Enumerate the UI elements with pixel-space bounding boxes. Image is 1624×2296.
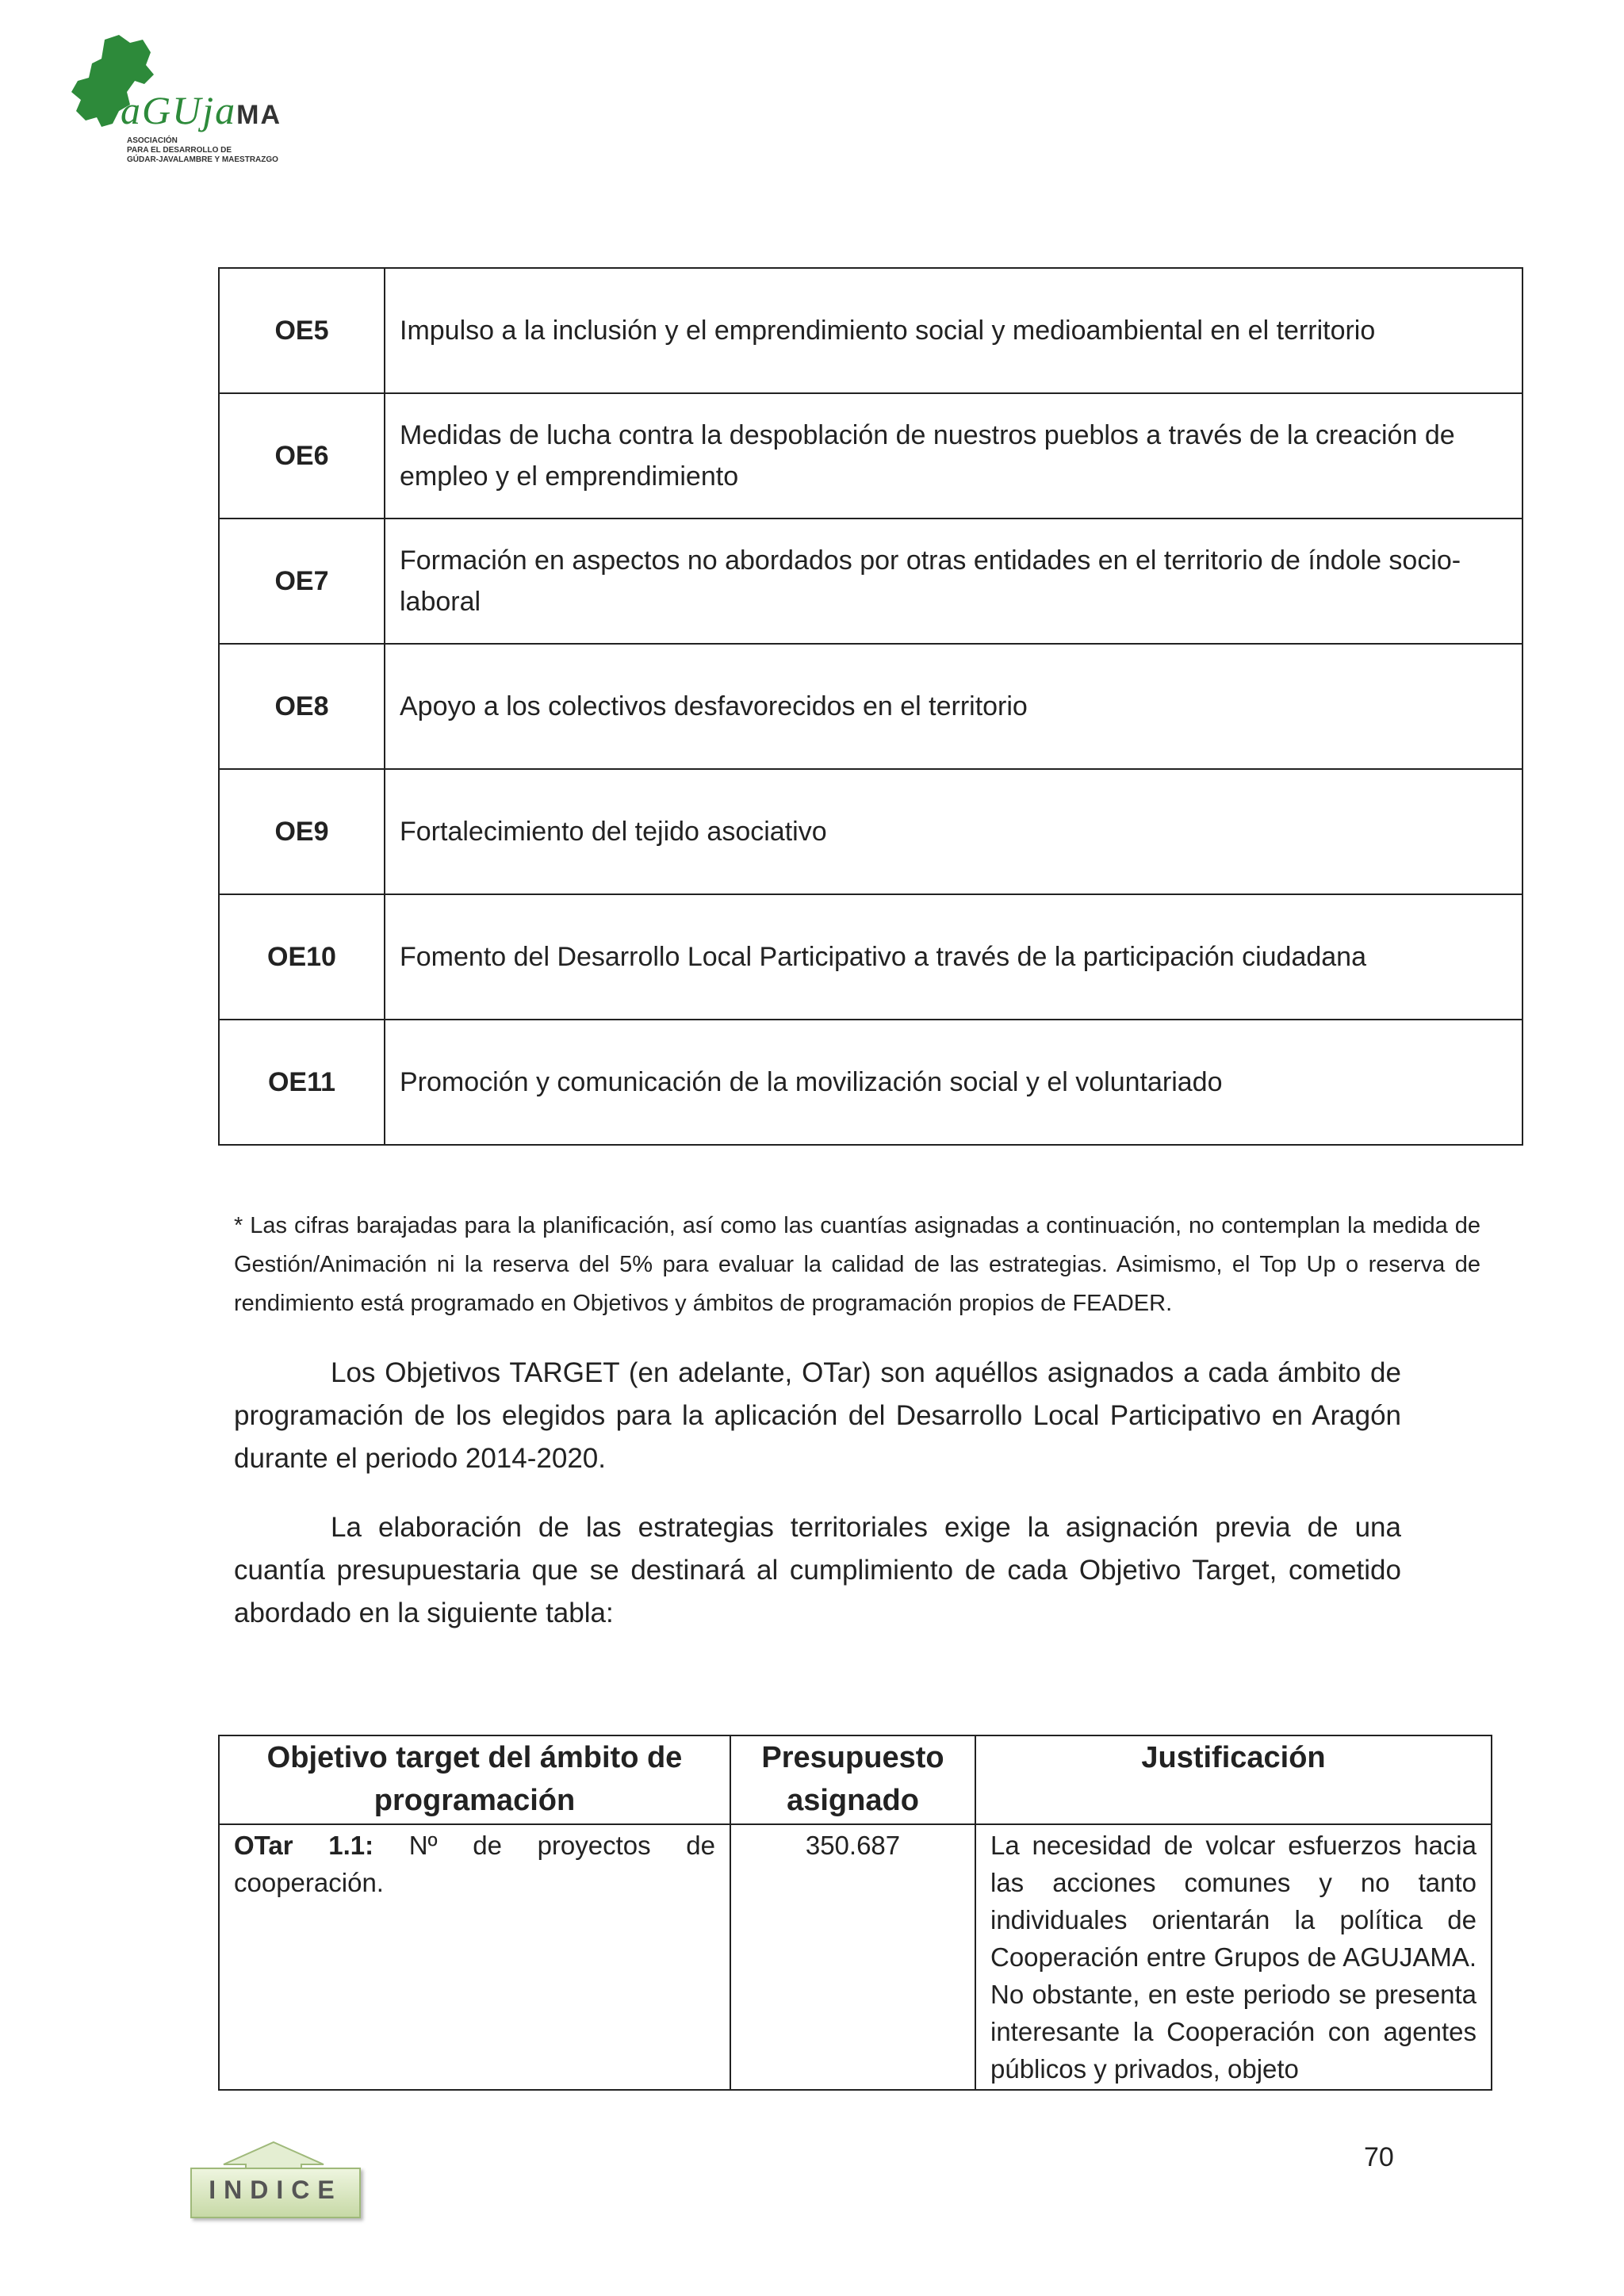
objective-code: OE7 [219, 519, 385, 644]
objective-cell [219, 1824, 730, 2090]
objective-description: Formación en aspectos no abordados por otras entidades en el territorio de índole socio-laboral [385, 519, 1522, 644]
table-row [219, 894, 1522, 1020]
target-budget-table [218, 1735, 1492, 2091]
objective-description: Medidas de lucha contra la despoblación de nuestros pueblos a través de la creación de empleo y el emprendimiento [385, 393, 1522, 519]
objective-description: Fortalecimiento del tejido asociativo [385, 769, 1522, 894]
objective-code: OE6 [219, 393, 385, 519]
indice-button[interactable] [190, 2141, 361, 2218]
objective-description: Promoción y comunicación de la movilización social y el voluntariado [385, 1020, 1522, 1145]
table-row [219, 1824, 1492, 2090]
table-row [219, 769, 1522, 894]
objective-code: OE10 [219, 894, 385, 1020]
objective-description: Apoyo a los colectivos desfavorecidos en el territorio [385, 644, 1522, 769]
budget-allocation-paragraph: La elaboración de las estrategias territoriales exige la asignación previa de una cuantía presupuestaria que se destinará al cumplimiento de cada Objetivo Target, cometido abordado en la siguiente tabla: [234, 1512, 1401, 1628]
table-row [219, 393, 1522, 519]
indice-label: INDICE [209, 2175, 343, 2204]
otar-definition-paragraph: Los Objetivos TARGET (en adelante, OTar) son aquéllos asignados a cada ámbito de programación de los elegidos para la aplicación del Desarrollo Local Participativo en Aragón durante el periodo 2014-2020. [234, 1357, 1401, 1474]
agujama-logo [57, 32, 295, 174]
header-budget: Presupuesto asignado [730, 1735, 975, 1824]
justification-cell: La necesidad de volcar esfuerzos hacia las acciones comunes y no tanto individuales orientarán la política de Cooperación entre Grupos de AGUJAMA. No obstante, en este periodo se presenta interesante la Cooperación con agentes públicos y privados, objeto [975, 1824, 1492, 2090]
objectives-table [218, 267, 1523, 1146]
logo-subtitle: ASOCIACIÓN PARA EL DESARROLLO DE GÚDAR-JAVALAMBRE Y MAESTRAZGO [127, 136, 278, 164]
table-row [219, 1020, 1522, 1145]
objective-description: Fomento del Desarrollo Local Participativo a través de la participación ciudadana [385, 894, 1522, 1020]
page-number: 70 [1364, 2142, 1394, 2172]
objective-code: OE8 [219, 644, 385, 769]
objective-description: Impulso a la inclusión y el emprendimiento social y medioambiental en el territorio [385, 268, 1522, 393]
objective-text: Nº de proyectos de cooperación. [234, 1831, 715, 1897]
table-row [219, 644, 1522, 769]
logo-wordmark: aGUjaMA [121, 88, 282, 132]
header-justification: Justificación [975, 1735, 1492, 1824]
table-row [219, 519, 1522, 644]
budget-cell: 350.687 [730, 1824, 975, 2090]
table-header-row [219, 1735, 1492, 1824]
budget-footnote: * Las cifras barajadas para la planificación, así como las cuantías asignadas a continuación, no contemplan la medida de Gestión/Animación ni la reserva del 5% para evaluar la calidad de las estrategias. Asimismo, el Top Up o reserva de rendimiento está programado en Objetivos y ámbitos de programación propios de FEADER. [234, 1213, 1480, 1316]
objective-code: OE11 [219, 1020, 385, 1145]
objective-label: OTar 1.1: [234, 1831, 374, 1860]
table-row [219, 268, 1522, 393]
objective-code: OE5 [219, 268, 385, 393]
objective-code: OE9 [219, 769, 385, 894]
header-objective: Objetivo target del ámbito de programación [219, 1735, 730, 1824]
